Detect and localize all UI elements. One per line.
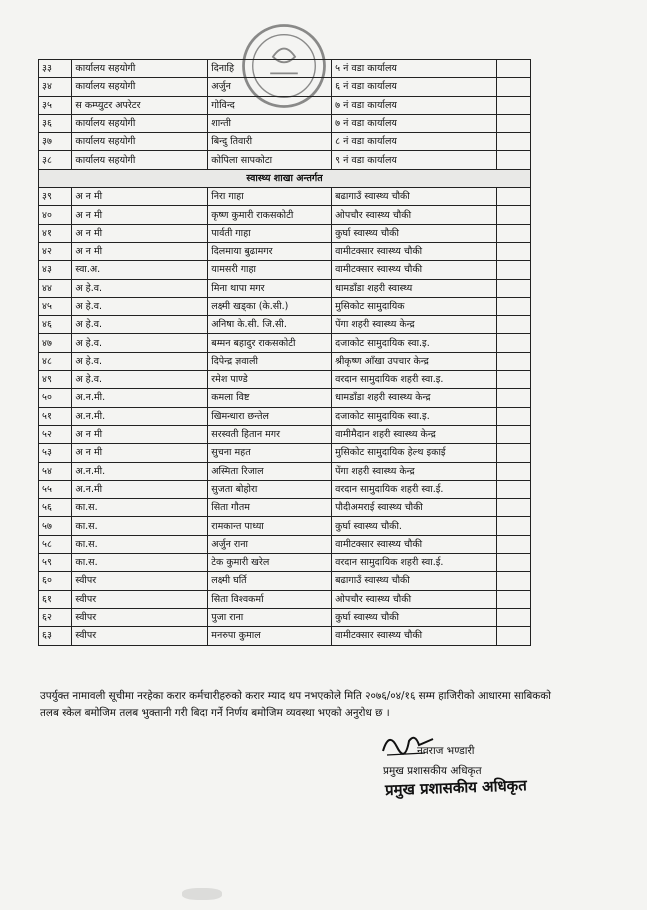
post-cell: अ हे.व.	[72, 352, 208, 370]
table-row	[39, 407, 531, 425]
blank-cell	[496, 572, 530, 590]
blank-cell	[496, 462, 530, 480]
office-cell: बढागाउँ स्वास्थ्य चौकी	[332, 572, 496, 590]
serial-number: ३९	[39, 188, 72, 206]
table-row	[39, 279, 531, 297]
blank-cell	[496, 352, 530, 370]
office-cell: वरदान सामुदायिक शहरी स्वा.इ.	[332, 371, 496, 389]
blank-cell	[496, 499, 530, 517]
name-cell: अनिषा के.सी. जि.सी.	[208, 316, 332, 334]
serial-number: ४१	[39, 224, 72, 242]
name-cell: सरस्वती हितान मगर	[208, 425, 332, 443]
table-row	[39, 224, 531, 242]
post-cell: अ हे.व.	[72, 334, 208, 352]
serial-number: ४०	[39, 206, 72, 224]
section-header-row	[39, 169, 531, 187]
table-row	[39, 627, 531, 645]
table-row	[39, 261, 531, 279]
office-cell: वरदान सामुदायिक शहरी स्वा.ई.	[332, 554, 496, 572]
scan-smudge	[182, 888, 222, 900]
blank-cell	[496, 261, 530, 279]
blank-cell	[496, 371, 530, 389]
post-cell: अ.न.मी.	[72, 462, 208, 480]
name-cell: दिलमाया बुढामगर	[208, 242, 332, 260]
blank-cell	[496, 297, 530, 315]
blank-cell	[496, 627, 530, 645]
name-cell: सिता गौतम	[208, 499, 332, 517]
post-cell: स्वीपर	[72, 627, 208, 645]
serial-number: ४९	[39, 371, 72, 389]
name-cell: दिपेन्द्र ज्ञवाली	[208, 352, 332, 370]
office-cell: ७ नं वडा कार्यालय	[332, 96, 496, 114]
blank-cell	[496, 96, 530, 114]
serial-number: ३३	[39, 60, 72, 78]
office-cell: पेंगा शहरी स्वास्थ्य केन्द्र	[332, 316, 496, 334]
name-cell: खिमन्धारा छन्तेल	[208, 407, 332, 425]
office-cell: वामीटक्सार स्वास्थ्य चौकी	[332, 535, 496, 553]
table-row	[39, 590, 531, 608]
name-cell: कोपिला सापकोटा	[208, 151, 332, 169]
table-row	[39, 96, 531, 114]
office-cell: वामीटक्सार स्वास्थ्य चौकी	[332, 261, 496, 279]
blank-cell	[496, 206, 530, 224]
serial-number: ५५	[39, 480, 72, 498]
blank-cell	[496, 608, 530, 626]
office-cell: श्रीकृष्ण आँखा उपचार केन्द्र	[332, 352, 496, 370]
table-row	[39, 352, 531, 370]
name-cell: सुचना महत	[208, 444, 332, 462]
post-cell: स्वीपर	[72, 608, 208, 626]
office-cell: धामडाँडा शहरी स्वास्थ्य	[332, 279, 496, 297]
name-cell: लक्ष्मी खड्का (के.सी.)	[208, 297, 332, 315]
post-cell: अ.न.मी.	[72, 389, 208, 407]
office-cell: वामीटक्सार स्वास्थ्य चौकी	[332, 627, 496, 645]
blank-cell	[496, 444, 530, 462]
name-cell: अर्जुन	[208, 78, 332, 96]
post-cell: स्वीपर	[72, 590, 208, 608]
name-cell: पार्वती गाहा	[208, 224, 332, 242]
office-cell: कुर्घा स्वास्थ्य चौकी	[332, 608, 496, 626]
table-row	[39, 572, 531, 590]
office-cell: ९ नं वडा कार्यालय	[332, 151, 496, 169]
table-row	[39, 242, 531, 260]
table-row	[39, 444, 531, 462]
serial-number: ४८	[39, 352, 72, 370]
blank-cell	[496, 334, 530, 352]
post-cell: अ न मी	[72, 242, 208, 260]
table-row	[39, 316, 531, 334]
post-cell: कार्यालय सहयोगी	[72, 151, 208, 169]
name-cell: रामकान्त पाध्या	[208, 517, 332, 535]
blank-cell	[496, 151, 530, 169]
office-cell: ६ नं वडा कार्यालय	[332, 78, 496, 96]
serial-number: ६१	[39, 590, 72, 608]
table-row	[39, 480, 531, 498]
table-row	[39, 133, 531, 151]
table-row	[39, 462, 531, 480]
serial-number: ५२	[39, 425, 72, 443]
name-cell: कृष्ण कुमारी राकसकोटी	[208, 206, 332, 224]
name-cell: अर्जुन राना	[208, 535, 332, 553]
blank-cell	[496, 535, 530, 553]
table-row	[39, 114, 531, 132]
serial-number: ३७	[39, 133, 72, 151]
blank-cell	[496, 590, 530, 608]
name-cell: शान्ती	[208, 114, 332, 132]
serial-number: ४७	[39, 334, 72, 352]
office-cell: कुर्घा स्वास्थ्य चौकी	[332, 224, 496, 242]
serial-number: ५९	[39, 554, 72, 572]
post-cell: स कम्प्युटर अपरेटर	[72, 96, 208, 114]
serial-number: ५८	[39, 535, 72, 553]
serial-number: ४५	[39, 297, 72, 315]
post-cell: कार्यालय सहयोगी	[72, 60, 208, 78]
name-cell: रमेश पाण्डे	[208, 371, 332, 389]
table-row	[39, 608, 531, 626]
office-cell: कुर्घा स्वास्थ्य चौकी.	[332, 517, 496, 535]
post-cell: अ न मी	[72, 206, 208, 224]
name-cell: दिनाहि	[208, 60, 332, 78]
blank-cell	[496, 407, 530, 425]
serial-number: ४३	[39, 261, 72, 279]
serial-number: ४४	[39, 279, 72, 297]
serial-number: ५४	[39, 462, 72, 480]
blank-cell	[496, 133, 530, 151]
post-cell: स्वा.अ.	[72, 261, 208, 279]
blank-cell	[496, 188, 530, 206]
office-cell: ८ नं वडा कार्यालय	[332, 133, 496, 151]
office-cell: पौदीअमराई स्वास्थ्य चौकी	[332, 499, 496, 517]
office-cell: धामडाँडा शहरी स्वास्थ्य केन्द्र	[332, 389, 496, 407]
blank-cell	[496, 389, 530, 407]
blank-cell	[496, 114, 530, 132]
office-cell: ५ नं वडा कार्यालय	[332, 60, 496, 78]
office-cell: वामीमैदान शहरी स्वास्थ्य केन्द्र	[332, 425, 496, 443]
serial-number: ५१	[39, 407, 72, 425]
post-cell: अ न मी	[72, 444, 208, 462]
post-cell: कार्यालय सहयोगी	[72, 114, 208, 132]
name-cell: अस्मिता रिजाल	[208, 462, 332, 480]
name-cell: यामसरी गाहा	[208, 261, 332, 279]
table-row	[39, 517, 531, 535]
blank-cell	[496, 242, 530, 260]
blank-cell	[496, 279, 530, 297]
blank-cell	[496, 224, 530, 242]
table-row	[39, 425, 531, 443]
post-cell: अ न मी	[72, 188, 208, 206]
office-cell: वरदान सामुदायिक शहरी स्वा.ई.	[332, 480, 496, 498]
table-row	[39, 334, 531, 352]
blank-cell	[496, 554, 530, 572]
serial-number: ६०	[39, 572, 72, 590]
name-cell: गोविन्द	[208, 96, 332, 114]
name-cell: बिन्दु तिवारी	[208, 133, 332, 151]
serial-number: ६२	[39, 608, 72, 626]
office-cell: वामीटक्सार स्वास्थ्य चौकी	[332, 242, 496, 260]
post-cell: अ हे.व.	[72, 316, 208, 334]
blank-cell	[496, 78, 530, 96]
office-cell: दजाकोट सामुदायिक स्वा.इ.	[332, 334, 496, 352]
table-row	[39, 151, 531, 169]
post-cell: अ हे.व.	[72, 279, 208, 297]
name-cell: सुजता बोहोरा	[208, 480, 332, 498]
office-cell: मुसिकोट सामुदायिक हेल्थ इकाई	[332, 444, 496, 462]
serial-number: ४६	[39, 316, 72, 334]
post-cell: अ न मी	[72, 425, 208, 443]
name-cell: मिना थापा मगर	[208, 279, 332, 297]
serial-number: ३८	[39, 151, 72, 169]
signatory-name: नवराज भण्डारी	[417, 745, 475, 757]
name-cell: पुजा राना	[208, 608, 332, 626]
table-row	[39, 297, 531, 315]
office-cell: पेंगा शहरी स्वास्थ्य केन्द्र	[332, 462, 496, 480]
post-cell: अ हे.व.	[72, 297, 208, 315]
serial-number: ५६	[39, 499, 72, 517]
office-cell: ७ नं वडा कार्यालय	[332, 114, 496, 132]
table-row	[39, 499, 531, 517]
table-row	[39, 554, 531, 572]
serial-number: ६३	[39, 627, 72, 645]
office-cell: दजाकोट सामुदायिक स्वा.इ.	[332, 407, 496, 425]
serial-number: ३४	[39, 78, 72, 96]
office-cell: मुसिकोट सामुदायिक	[332, 297, 496, 315]
post-cell: अ न मी	[72, 224, 208, 242]
serial-number: ५३	[39, 444, 72, 462]
title-stamp: प्रमुख प्रशासकीय अधिकृत	[384, 776, 528, 800]
section-title: स्वास्थ्य शाखा अन्तर्गत	[39, 169, 531, 187]
name-cell: टेक कुमारी खरेल	[208, 554, 332, 572]
post-cell: कार्यालय सहयोगी	[72, 133, 208, 151]
name-cell: सिता विश्वकर्मा	[208, 590, 332, 608]
blank-cell	[496, 316, 530, 334]
table-row	[39, 188, 531, 206]
serial-number: ३६	[39, 114, 72, 132]
post-cell: स्वीपर	[72, 572, 208, 590]
post-cell: अ.न.मी	[72, 480, 208, 498]
name-cell: निरा गाहा	[208, 188, 332, 206]
name-cell: बम्मन बहादुर राकसकोटी	[208, 334, 332, 352]
office-cell: बढागाउँ स्वास्थ्य चौकी	[332, 188, 496, 206]
post-cell: अ हे.व.	[72, 371, 208, 389]
blank-cell	[496, 517, 530, 535]
name-cell: कमला विष्ट	[208, 389, 332, 407]
table-row	[39, 206, 531, 224]
table-row	[39, 389, 531, 407]
closing-note: उपर्युक्त नामावली सूचीमा नरहेका करार कर्मचारीहरुको करार म्याद थप नभएकोले मिति २०७६/०४/१६ सम्म हाजिरीको आधारमा साबिकको तलब स्केल बमोजिम तलब भुक्तानी गरी बिदा गर्ने निर्णय बमोजिम व्यवस्था भएको अनुरोध छ ।	[40, 690, 551, 719]
staff-table	[38, 59, 531, 646]
post-cell: का.स.	[72, 517, 208, 535]
post-cell: का.स.	[72, 554, 208, 572]
post-cell: कार्यालय सहयोगी	[72, 78, 208, 96]
serial-number: ३५	[39, 96, 72, 114]
name-cell: लक्ष्मी घर्ति	[208, 572, 332, 590]
name-cell: मनरुपा कुमाल	[208, 627, 332, 645]
post-cell: अ.न.मी.	[72, 407, 208, 425]
post-cell: का.स.	[72, 535, 208, 553]
office-cell: ओपचौर स्वास्थ्य चौकी	[332, 206, 496, 224]
serial-number: ५०	[39, 389, 72, 407]
serial-number: ४२	[39, 242, 72, 260]
blank-cell	[496, 60, 530, 78]
post-cell: का.स.	[72, 499, 208, 517]
table-row	[39, 78, 531, 96]
serial-number: ५७	[39, 517, 72, 535]
table-row	[39, 60, 531, 78]
table-row	[39, 535, 531, 553]
signatory-title: प्रमुख प्रशासकीय अधिकृत	[383, 765, 482, 777]
office-cell: ओपचौर स्वास्थ्य चौकी	[332, 590, 496, 608]
table-row	[39, 371, 531, 389]
blank-cell	[496, 425, 530, 443]
blank-cell	[496, 480, 530, 498]
